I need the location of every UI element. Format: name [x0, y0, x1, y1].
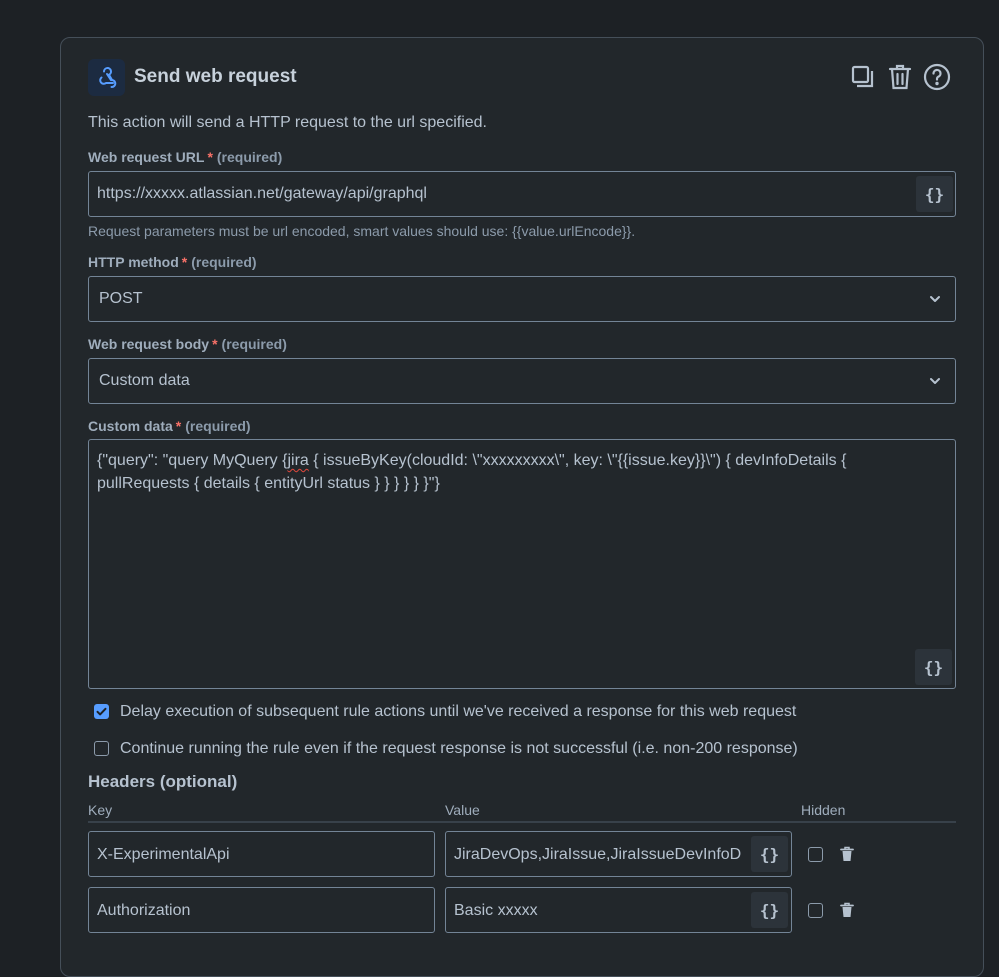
header-value-input[interactable]	[445, 887, 792, 933]
value-column-header: Value	[445, 802, 480, 818]
url-help-text: Request parameters must be url encoded, smart values should use: {{value.urlEncode}}.	[88, 223, 636, 239]
chevron-down-icon	[929, 375, 941, 387]
duplicate-icon[interactable]	[848, 62, 878, 92]
trash-icon[interactable]	[839, 846, 855, 862]
hidden-column-header: Hidden	[801, 802, 846, 818]
header-key-input[interactable]	[88, 887, 435, 933]
url-label	[88, 149, 282, 165]
spellcheck-word: jira	[287, 452, 309, 469]
delay-label[interactable]: Delay execution of subsequent rule actions until we've received a response for this web request	[120, 703, 797, 720]
required-star: *	[212, 336, 218, 352]
action-description: This action will send a HTTP request to the url specified.	[88, 114, 487, 131]
required-star: *	[207, 149, 213, 165]
headers-title: Headers (optional)	[88, 772, 238, 791]
key-column-header: Key	[88, 802, 113, 818]
url-value: https://xxxxx.atlassian.net/gateway/api/graphql	[97, 185, 427, 202]
required-text: (required)	[185, 418, 251, 434]
headers-divider	[88, 821, 956, 823]
hidden-checkbox[interactable]	[808, 903, 823, 918]
smart-value-button[interactable]: {}	[751, 892, 788, 928]
required-text: (required)	[221, 336, 287, 352]
header-value-text: Basic xxxxx	[454, 902, 538, 919]
body-label-text: Web request body	[88, 336, 210, 352]
continue-label[interactable]: Continue running the rule even if the request response is not successful (i.e. non-200 response)	[120, 740, 798, 757]
body-label	[88, 336, 287, 352]
continue-checkbox[interactable]	[94, 741, 109, 756]
help-icon[interactable]	[922, 62, 952, 92]
required-star: *	[181, 254, 188, 270]
method-select[interactable]	[88, 276, 956, 322]
method-label-text: HTTP method	[88, 254, 179, 270]
url-input[interactable]	[88, 171, 956, 217]
hidden-checkbox[interactable]	[808, 847, 823, 862]
delay-checkbox[interactable]	[94, 704, 109, 719]
webhook-icon	[88, 59, 125, 96]
action-title: Send web request	[134, 66, 297, 87]
custom-data-text-start: {"query": "query MyQuery {	[97, 452, 288, 469]
custom-data-text	[97, 449, 937, 495]
chevron-down-icon	[929, 293, 941, 305]
header-key-input[interactable]	[88, 831, 435, 877]
trash-icon[interactable]	[885, 62, 915, 92]
body-select[interactable]	[88, 358, 956, 404]
header-value-text: JiraDevOps,JiraIssue,JiraIssueDevInfoD	[454, 846, 742, 863]
trash-icon[interactable]	[839, 902, 855, 918]
body-value: Custom data	[99, 372, 190, 389]
method-value: POST	[99, 290, 143, 307]
header-key-value: X-ExperimentalApi	[97, 846, 230, 863]
required-text: (required)	[191, 254, 257, 270]
custom-data-textarea[interactable]	[88, 439, 956, 689]
method-label	[88, 254, 257, 270]
url-label-text: Web request URL	[88, 149, 205, 165]
smart-value-button[interactable]: {}	[915, 649, 952, 685]
custom-data-label-text: Custom data	[88, 418, 173, 434]
custom-data-label	[88, 418, 251, 434]
smart-value-button[interactable]: {}	[751, 836, 788, 872]
header-key-value: Authorization	[97, 902, 191, 919]
checkmark-icon	[94, 704, 109, 719]
required-text: (required)	[216, 149, 283, 165]
header-value-input[interactable]	[445, 831, 792, 877]
smart-value-button[interactable]: {}	[916, 176, 953, 212]
required-star: *	[175, 418, 182, 434]
custom-data-text-end: { issueByKey(cloudId: \"xxxxxxxxx\", key: \"{{issue.key}}\") { devInfoDetails { pullRequests { details { entityUrl status } } } } } }"}	[97, 452, 847, 492]
